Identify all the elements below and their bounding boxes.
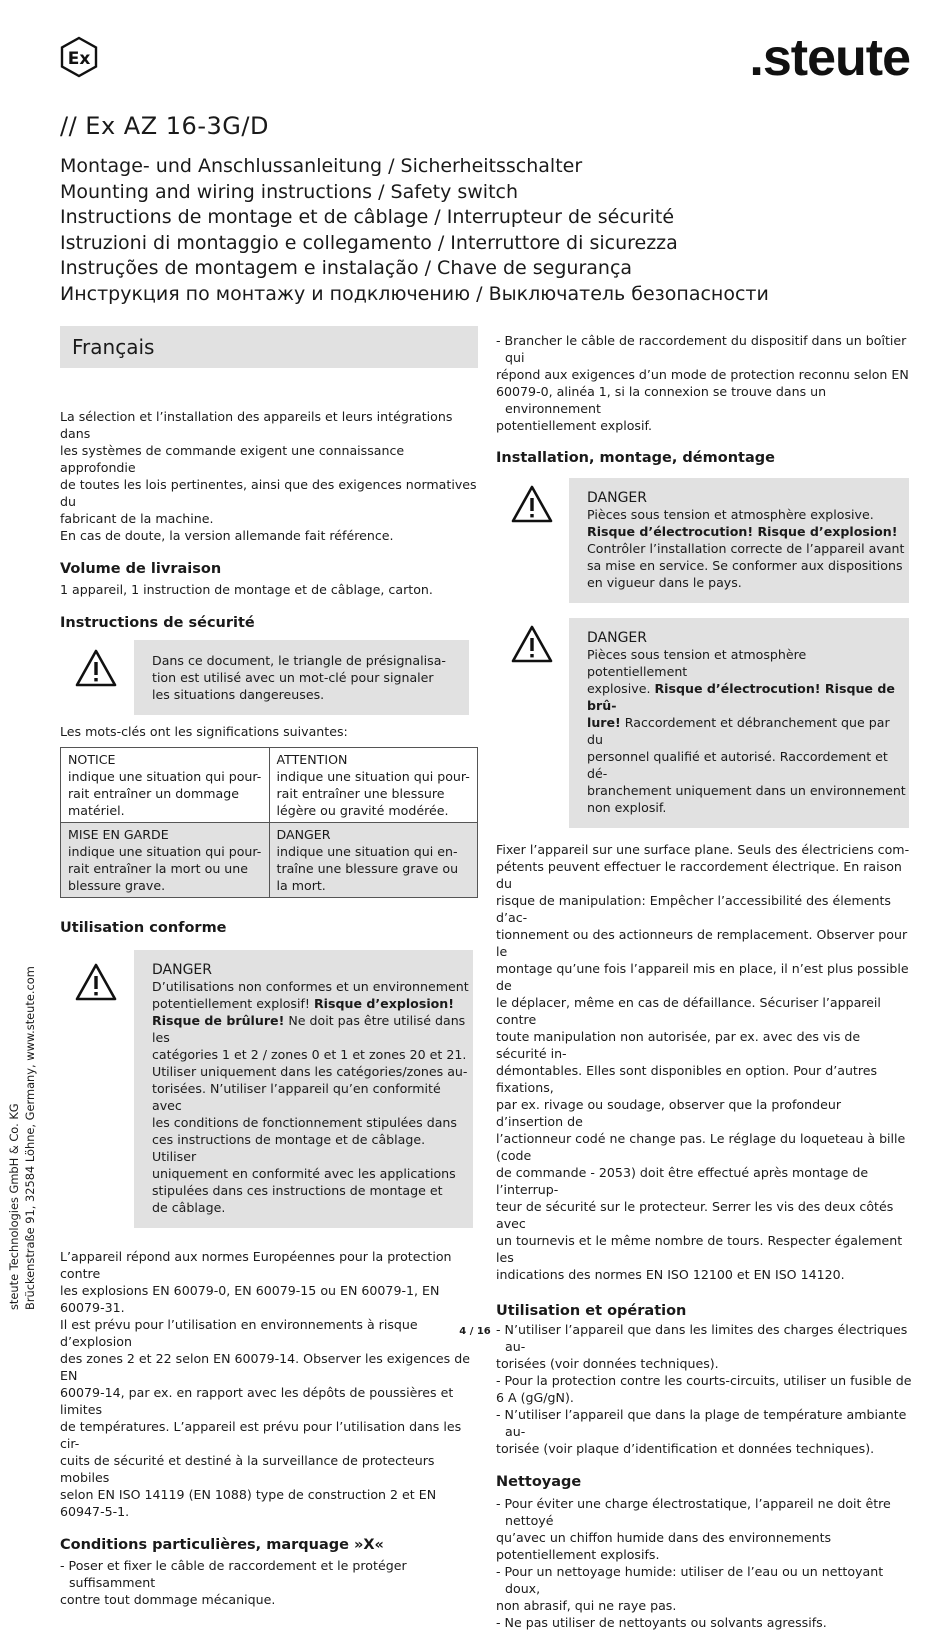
text-line: potentiellement explosif. xyxy=(496,418,652,433)
text-line: - Ne pas utiliser de nettoyants ou solvants agressifs. xyxy=(496,1615,827,1630)
company-address: Brückenstraße 91, 32584 Löhne, Germany, www.steute.com xyxy=(23,966,37,1310)
table-cell xyxy=(269,748,478,823)
text-line: qu’avec un chiffon humide dans des environnements xyxy=(496,1530,832,1545)
section-heading-delivery: Volume de livraison xyxy=(60,561,222,577)
danger-title: DANGER xyxy=(152,962,213,978)
text-line: des zones 2 et 22 selon EN 60079-14. Observer les exigences de EN xyxy=(60,1351,470,1383)
table-cell xyxy=(61,823,270,898)
ex-hexagon-logo xyxy=(58,36,100,78)
text-line: tionnement ou des actionneurs de remplacement. Observer pour le xyxy=(496,927,908,959)
text-line: teur de sécurité sur le protecteur. Serrer les vis des deux côtés avec xyxy=(496,1199,894,1231)
emphasis-text: Risque d’électrocution! Risque d’explosion! xyxy=(587,524,898,539)
warning-triangle-icon xyxy=(510,484,554,524)
document-title: // Ex AZ 16-3G/D xyxy=(60,112,269,140)
company-name: steute Technologies GmbH & Co. KG xyxy=(7,1103,21,1310)
text-line: de températures. L’appareil est prévu pour l’utilisation dans les cir- xyxy=(60,1419,462,1451)
text-line: répond aux exigences d’un mode de protection reconnu selon EN xyxy=(496,367,909,382)
keyword-term: ATTENTION xyxy=(276,752,348,767)
text-line: ces instructions de montage et de câblage. Utiliser xyxy=(152,1132,426,1164)
danger-box-1 xyxy=(496,478,912,603)
emphasis-text: Risque d’électrocution! Risque de brû- xyxy=(587,681,895,713)
text-line: la mort. xyxy=(276,878,326,893)
text-line: légère ou gravité modérée. xyxy=(276,803,449,818)
text-line: L’appareil répond aux normes Européennes pour la protection contre xyxy=(60,1249,452,1281)
text-line: - N’utiliser l’appareil que dans les limites des charges électriques au- xyxy=(496,1322,908,1354)
section-heading-safety: Instructions de sécurité xyxy=(60,615,255,631)
list-item xyxy=(496,332,912,434)
text-line: cuits de sécurité et destiné à la surveillance de protecteurs mobiles xyxy=(60,1453,435,1485)
text-line: uniquement en conformité avec les applications xyxy=(152,1166,456,1181)
text-line: La sélection et l’installation des appareils et leurs intégrations dans xyxy=(60,409,453,441)
text-line: par ex. rivage ou soudage, observer que la profondeur d’insertion de xyxy=(496,1097,842,1129)
text-span: Raccordement et débranchement que par du xyxy=(587,715,890,747)
text-line: torisées (voir données techniques). xyxy=(496,1356,719,1371)
list-item xyxy=(496,1563,912,1614)
operation-list xyxy=(496,1321,912,1457)
text-line: - Pour éviter une charge électrostatique, l’appareil ne doit être nettoyé xyxy=(496,1496,891,1528)
danger-title: DANGER xyxy=(587,630,648,646)
text-line: montage qu’une fois l’appareil mis en place, il n’est plus possible de xyxy=(496,961,909,993)
list-item xyxy=(496,1406,912,1457)
subtitle-line: Montage- und Anschlussanleitung / Sicherheitsschalter xyxy=(60,155,583,177)
keyword-term: NOTICE xyxy=(68,752,116,767)
text-line: indique une situation qui pour- xyxy=(68,844,262,859)
svg-text:Ex: Ex xyxy=(67,49,91,69)
list-item xyxy=(496,1614,912,1631)
text-line: branchement uniquement dans un environnement xyxy=(587,783,906,798)
danger-title: DANGER xyxy=(587,490,648,506)
text-line: En cas de doute, la version allemande fait référence. xyxy=(60,528,394,543)
left-column xyxy=(60,326,478,1608)
text-line: torisée (voir plaque d’identification et données techniques). xyxy=(496,1441,875,1456)
text-line: Contrôler l’installation correcte de l’appareil avant xyxy=(587,541,905,556)
text-line: 6 A (gG/gN). xyxy=(496,1390,574,1405)
subtitle-line: Instructions de montage et de câblage / Interrupteur de sécurité xyxy=(60,206,675,229)
text-line: indique une situation qui pour- xyxy=(276,769,470,784)
warning-triangle-icon xyxy=(74,962,118,1002)
keywords-intro: Les mots-clés ont les significations suivantes: xyxy=(60,724,348,739)
norms-paragraph xyxy=(60,1248,478,1520)
text-line: - N’utiliser l’appareil que dans la plage de température ambiante au- xyxy=(496,1407,907,1439)
text-line: blessure grave. xyxy=(68,878,166,893)
text-line: sa mise en service. Se conformer aux dispositions xyxy=(587,558,903,573)
text-line: selon EN ISO 14119 (EN 1088) type de construction 2 et EN 60947-5-1. xyxy=(60,1487,437,1519)
intro-paragraph xyxy=(60,408,478,544)
text-span: potentiellement explosif! xyxy=(152,996,314,1011)
text-line: l’actionneur codé ne change pas. Le réglage du loqueteau à bille (code xyxy=(496,1131,906,1163)
subtitle-block xyxy=(60,154,769,308)
text-line: les conditions de fonctionnement stipulées dans xyxy=(152,1115,457,1130)
text-line: Pièces sous tension et atmosphère explosive. xyxy=(587,507,874,522)
text-line: fabricant de la machine. xyxy=(60,511,214,526)
text-line: stipulées dans ces instructions de montage et xyxy=(152,1183,443,1198)
text-line: Il est prévu pour l’utilisation en environnements à risque d’explosion xyxy=(60,1317,418,1349)
text-line: en vigueur dans le pays. xyxy=(587,575,742,590)
text-line: Pièces sous tension et atmosphère potentiellement xyxy=(587,647,807,679)
text-line: matériel. xyxy=(68,803,125,818)
text-line: démontables. Elles sont disponibles en option. Pour d’autres fixations, xyxy=(496,1063,878,1095)
text-line: 60079-14, par ex. en rapport avec les dépôts de poussières et limites xyxy=(60,1385,454,1417)
cleaning-list xyxy=(496,1495,912,1631)
emphasis-text: lure! xyxy=(587,715,621,730)
keyword-term: MISE EN GARDE xyxy=(68,827,169,842)
text-line: Dans ce document, le triangle de présignalisa- xyxy=(152,653,446,668)
subtitle-line: Инструкция по монтажу и подключению / Выключатель безопасности xyxy=(60,282,769,305)
text-line: Fixer l’appareil sur une surface plane. Seuls des électriciens com- xyxy=(496,842,910,857)
section-heading-usage: Utilisation conforme xyxy=(60,920,227,936)
subtitle-line: Instruções de montagem e instalação / Chave de segurança xyxy=(60,257,633,280)
text-line: de toutes les lois pertinentes, ainsi que des exigences normatives du xyxy=(60,477,477,509)
text-line: les situations dangereuses. xyxy=(152,687,325,702)
text-line: le déplacer, même en cas de défaillance. Sécuriser l’appareil contre xyxy=(496,995,881,1027)
company-sidebar xyxy=(6,966,38,1310)
text-line xyxy=(152,1012,473,1046)
text-line xyxy=(587,680,909,714)
text-line: D’utilisations non conformes et un environnement xyxy=(152,979,469,994)
text-line: - Pour un nettoyage humide: utiliser de l’eau ou un nettoyant doux, xyxy=(496,1564,884,1596)
table-cell xyxy=(61,748,270,823)
text-line: rait entraîner un dommage xyxy=(68,786,239,801)
brand-logo: .steute xyxy=(749,29,910,87)
text-line: les explosions EN 60079-0, EN 60079-15 ou EN 60079-1, EN 60079-31. xyxy=(60,1283,440,1315)
text-line: catégories 1 et 2 / zones 0 et 1 et zones 20 et 21. xyxy=(152,1047,467,1062)
warning-triangle-icon xyxy=(74,648,118,688)
page-number: 4 / 16 xyxy=(459,1326,491,1337)
text-line: torisées. N’utiliser l’appareil qu’en conformité avec xyxy=(152,1081,441,1113)
text-line: contre tout dommage mécanique. xyxy=(60,1592,276,1607)
text-line xyxy=(587,523,909,540)
text-line: - Brancher le câble de raccordement du dispositif dans un boîtier qui xyxy=(496,333,907,365)
text-line: un tournevis et le même nombre de tours. Respecter également les xyxy=(496,1233,903,1265)
text-line: de câblage. xyxy=(152,1200,226,1215)
text-line xyxy=(152,995,473,1012)
section-heading-install: Installation, montage, démontage xyxy=(496,450,775,466)
text-line: les systèmes de commande exigent une connaissance approfondie xyxy=(60,443,405,475)
text-line: tion est utilisé avec un mot-clé pour signaler xyxy=(152,670,434,685)
text-span: explosive. xyxy=(587,681,655,696)
special-list xyxy=(60,1557,478,1608)
language-header: Français xyxy=(60,326,478,368)
text-line: indique une situation qui en- xyxy=(276,844,458,859)
text-line: 60079-0, alinéa 1, si la connexion se trouve dans un environnement xyxy=(496,384,827,416)
text-line: non explosif. xyxy=(587,800,667,815)
text-line: indique une situation qui pour- xyxy=(68,769,262,784)
emphasis-text: Risque d’explosion! xyxy=(313,996,455,1011)
text-line: risque de manipulation: Empêcher l’accessibilité des élements d’ac- xyxy=(496,893,891,925)
emphasis-text: Risque de brûlure! xyxy=(152,1013,285,1028)
usage-danger-box xyxy=(60,950,478,1228)
table-row xyxy=(61,748,478,823)
keyword-term: DANGER xyxy=(276,827,331,842)
text-line: rait entraîner la mort ou une xyxy=(68,861,249,876)
section-heading-operation: Utilisation et opération xyxy=(496,1303,687,1319)
list-item xyxy=(60,1557,478,1608)
text-line: de commande - 2053) doit être effectué après montage de l’interrup- xyxy=(496,1165,869,1197)
install-paragraph xyxy=(496,841,912,1283)
danger-box-2 xyxy=(496,618,912,828)
delivery-text: 1 appareil, 1 instruction de montage et de câblage, carton. xyxy=(60,582,433,597)
right-column xyxy=(496,332,912,1631)
text-line: potentiellement explosifs. xyxy=(496,1547,660,1562)
keywords-table xyxy=(60,747,478,898)
text-line xyxy=(587,714,909,748)
table-cell xyxy=(269,823,478,898)
safety-note xyxy=(60,640,478,715)
text-line: pétents peuvent effectuer le raccordement électrique. En raison du xyxy=(496,859,902,891)
text-line: indications des normes EN ISO 12100 et EN ISO 14120. xyxy=(496,1267,845,1282)
text-line: Utiliser uniquement dans les catégories/zones au- xyxy=(152,1064,468,1079)
list-item xyxy=(496,1372,912,1406)
section-heading-cleaning: Nettoyage xyxy=(496,1474,582,1490)
subtitle-line: Istruzioni di montaggio e collegamento / Interruttore di sicurezza xyxy=(60,231,678,254)
text-line: rait entraîner une blessure xyxy=(276,786,445,801)
table-row xyxy=(61,823,478,898)
section-heading-special: Conditions particulières, marquage »X« xyxy=(60,1537,384,1553)
special-list-cont xyxy=(496,332,912,434)
list-item xyxy=(496,1495,912,1563)
warning-triangle-icon xyxy=(510,624,554,664)
text-line: toute manipulation non autorisée, par ex. avec des vis de sécurité in- xyxy=(496,1029,861,1061)
text-span: Ne doit pas être utilisé dans les xyxy=(152,1013,466,1045)
text-line: non abrasif, qui ne raye pas. xyxy=(496,1598,677,1613)
text-line: personnel qualifié et autorisé. Raccordement et dé- xyxy=(587,749,888,781)
subtitle-line: Mounting and wiring instructions / Safety switch xyxy=(60,180,519,203)
text-line: - Poser et fixer le câble de raccordement et le protéger suffisamment xyxy=(60,1558,407,1590)
text-line: - Pour la protection contre les courts-circuits, utiliser un fusible de xyxy=(496,1373,912,1388)
text-line: traîne une blessure grave ou xyxy=(276,861,459,876)
